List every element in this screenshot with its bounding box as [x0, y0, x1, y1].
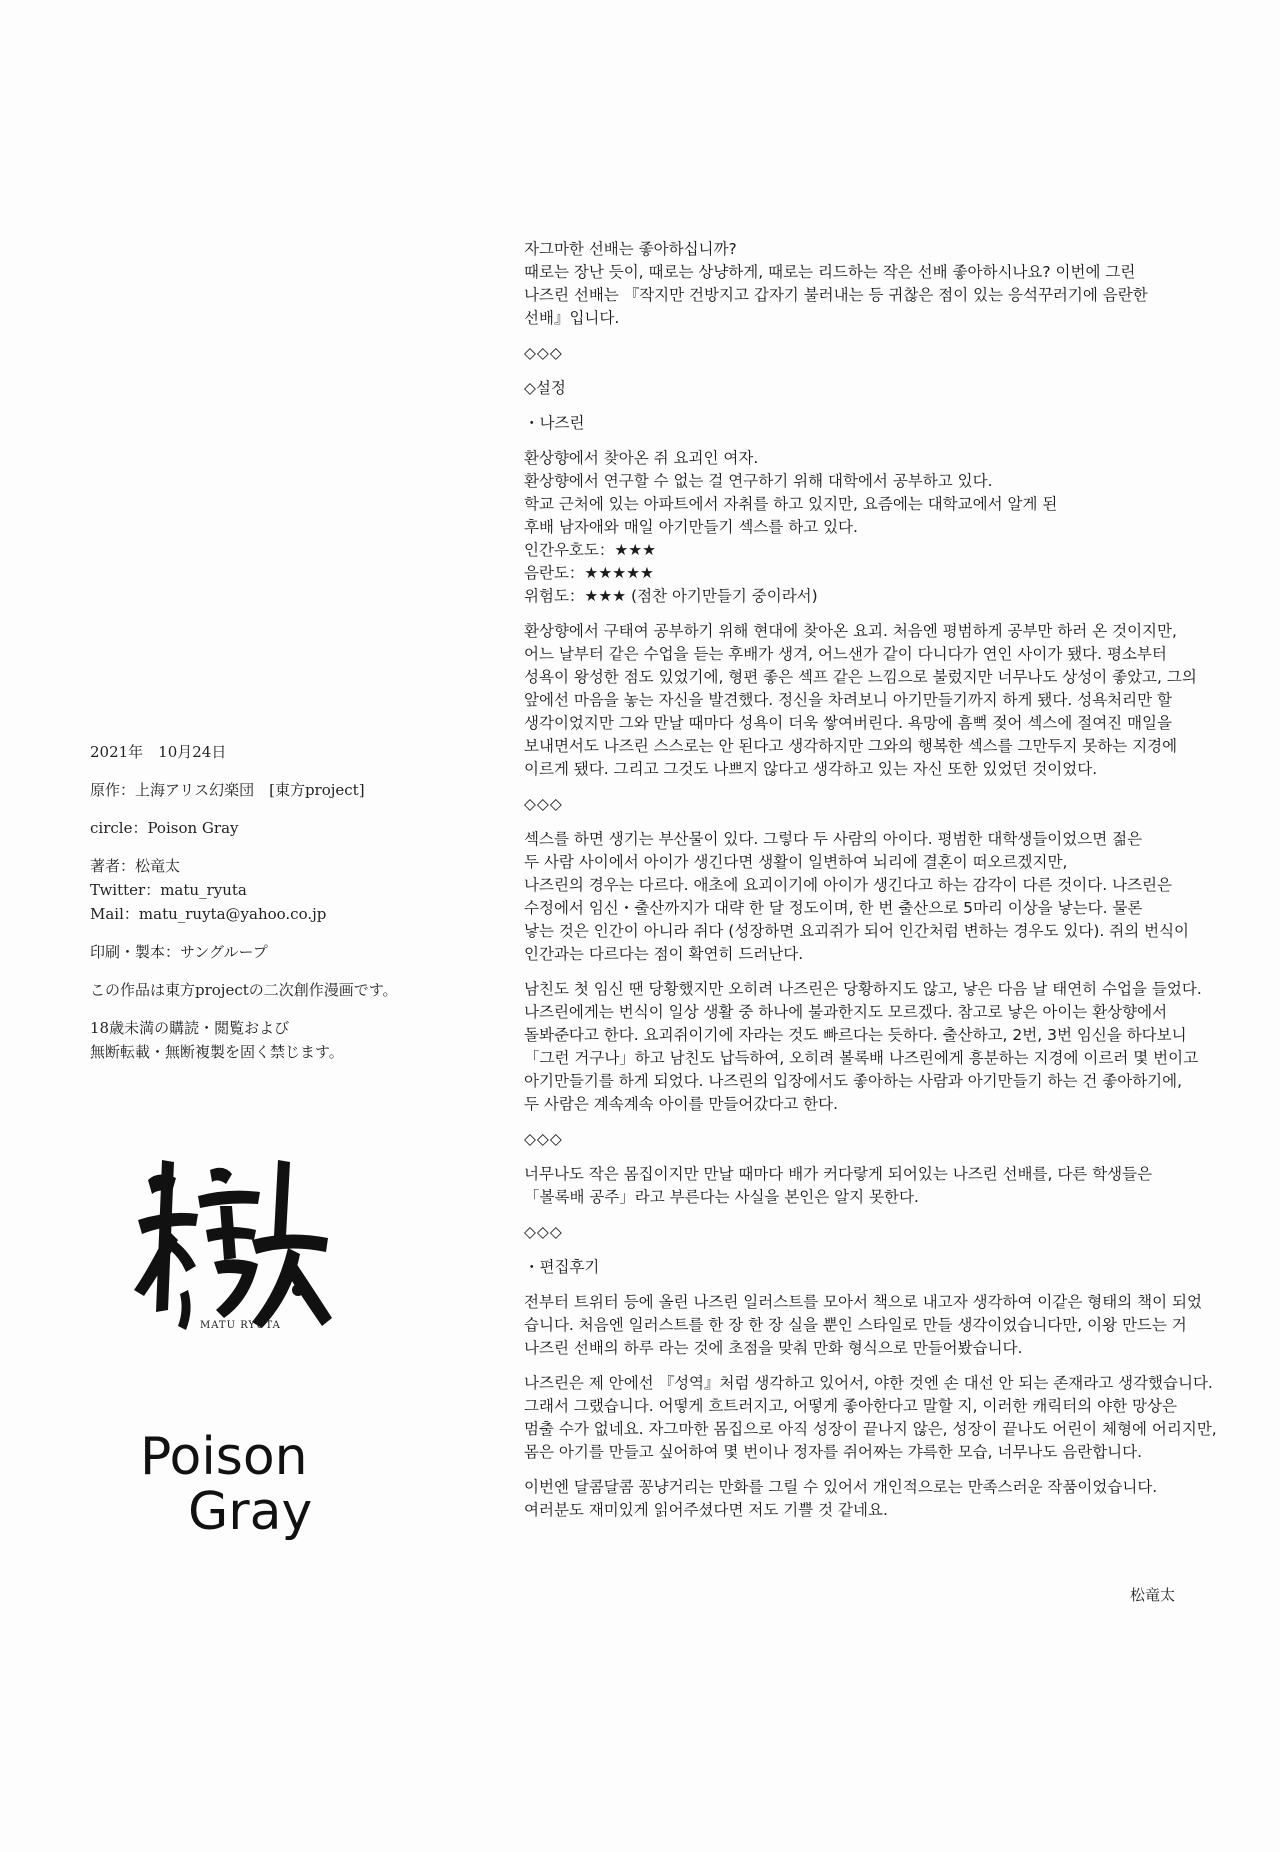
text-line: 나즈린 선배는 『작지만 건방지고 갑자기 불러내는 등 귀찮은 점이 있는 응석꾸러기에 음란한 — [524, 286, 1148, 304]
colophon-twitter: Twitter：matu_ryuta — [90, 881, 247, 899]
text-line: 어느 날부터 같은 수업을 듣는 후배가 생겨, 어느샌가 같이 다니다가 연인 사이가 됐다. 평소부터 — [524, 645, 1167, 663]
colophon-author: 著者：松竜太 — [90, 857, 181, 875]
rating-lewdness: 음란도：★★★★★ — [524, 564, 654, 582]
text-line: 나즈린은 제 안에선 『성역』처럼 생각하고 있어서, 야한 것엔 손 대선 안 되는 존재라고 생각했습니다. — [524, 1374, 1213, 1392]
rating-danger: 위험도：★★★ (점찬 아기만들기 중이라서) — [524, 587, 818, 605]
colophon-mail: Mail：matu_ruyta@yahoo.co.jp — [90, 905, 327, 923]
text-line: 섹스를 하면 생기는 부산물이 있다. 그렇다 두 사람의 아이다. 평범한 대학생들이었으면 젊은 — [524, 830, 1143, 848]
postscript-paragraph-1 — [524, 1291, 1224, 1360]
character-heading: ・나즈린 — [524, 414, 585, 432]
text-line: 남친도 첫 임신 땐 당황했지만 오히려 나즈린은 당황하지도 않고, 낳은 다음 날 태연히 수업을 들었다. — [524, 980, 1202, 998]
section-separator: ◇◇◇ — [524, 795, 563, 813]
text-line: 보내면서도 나즈린 스스로는 안 된다고 생각하지만 그와의 행복한 섹스를 그만두지 못하는 지경에 — [524, 737, 1178, 755]
colophon-warning-1: 18歳未満の購読・閲覧および — [90, 1019, 290, 1037]
birth-paragraph-1 — [524, 828, 1224, 966]
text-line: 나즈린의 경우는 다르다. 애초에 요괴이기에 아이가 생긴다고 하는 감각이 다른 것이다. 나즈린은 — [524, 876, 1173, 894]
text-line: 너무나도 작은 몸집이지만 만날 때마다 배가 커다랗게 되어있는 나즈린 선배를, 다른 학생들은 — [524, 1165, 1153, 1183]
postscript-heading: ・편집후기 — [524, 1258, 600, 1276]
text-line: 낳는 것은 인간이 아니라 쥐다 (성장하면 요괴쥐가 되어 인간처럼 변하는 경우도 있다). 쥐의 번식이 — [524, 922, 1190, 940]
text-line: 환상향에서 연구할 수 없는 걸 연구하기 위해 대학에서 공부하고 있다. — [524, 472, 993, 490]
text-line: 두 사람은 계속계속 아이를 만들어갔다고 한다. — [524, 1095, 839, 1113]
text-line: 수정에서 임신・출산까지가 대략 한 달 정도이며, 한 번 출산으로 5마리 이상을 낳는다. 물론 — [524, 899, 1143, 917]
text-line: 「볼록배 공주」라고 부른다는 사실을 본인은 알지 못한다. — [524, 1188, 919, 1206]
text-line: 아기만들기를 하게 되었다. 나즈린의 입장에서도 좋아하는 사람과 아기만들기 하는 건 좋아하기에, — [524, 1072, 1183, 1090]
text-line: 「그런 거구나」하고 남친도 납득하여, 오히려 볼록배 나즈린에게 흥분하는 지경에 이르러 몇 번이고 — [524, 1049, 1199, 1067]
nickname-paragraph — [524, 1163, 1224, 1209]
intro-paragraph — [524, 238, 1224, 330]
text-line: 인간과는 다르다는 점이 확연히 드러난다. — [524, 945, 804, 963]
text-line: 학교 근처에 있는 아파트에서 자취를 하고 있지만, 요즘에는 대학교에서 알게 된 — [524, 495, 1058, 513]
colophon — [90, 740, 490, 1078]
text-line: 자그마한 선배는 좋아하십니까? — [524, 240, 737, 258]
text-line: 멈출 수가 없네요. 자그마한 몸집으로 아직 성장이 끝나지 않은, 성장이 끝나도 어린이 체형에 어리지만, — [524, 1420, 1217, 1438]
birth-paragraph-2 — [524, 978, 1224, 1116]
settings-heading: ◇설정 — [524, 379, 566, 397]
author-signature: 松竜太 — [1130, 1586, 1176, 1604]
text-line: 두 사람 사이에서 아이가 생긴다면 생활이 일변하여 뇌리에 결혼이 떠오르겠지만, — [524, 853, 1068, 871]
story-paragraph — [524, 620, 1224, 781]
postscript-paragraph-2 — [524, 1372, 1224, 1464]
colophon-circle: circle：Poison Gray — [90, 819, 239, 837]
text-line: 이번엔 달콤달콤 꽁냥거리는 만화를 그릴 수 있어서 개인적으로는 만족스러운 작품이었습니다. — [524, 1478, 1158, 1496]
rating-friendliness: 인간우호도：★★★ — [524, 541, 657, 559]
section-separator: ◇◇◇ — [524, 1223, 563, 1241]
text-line: 전부터 트위터 등에 올린 나즈린 일러스트를 모아서 책으로 내고자 생각하여 이같은 형태의 책이 되었 — [524, 1293, 1202, 1311]
text-line: 몸은 아기를 만들고 싶어하여 몇 번이나 정자를 쥐어짜는 갸륵한 모습, 너무나도 음란합니다. — [524, 1443, 1143, 1461]
circle-name-line-1: Poison — [140, 1427, 308, 1487]
text-line: 후배 남자애와 매일 아기만들기 섹스를 하고 있다. — [524, 518, 858, 536]
text-line: 환상향에서 찾아온 쥐 요괴인 여자. — [524, 449, 759, 467]
text-line: 선배』입니다. — [524, 309, 620, 327]
afterword-article — [524, 238, 1224, 1534]
text-line: 그래서 그랬습니다. 어떻게 흐트러지고, 어떻게 좋아한다고 말할 지, 이러한 캐릭터의 야한 망상은 — [524, 1397, 1177, 1415]
colophon-original: 原作：上海アリス幻楽団 [東方project] — [90, 781, 365, 799]
text-line: 습니다. 처음엔 일러스트를 한 장 한 장 실을 뿐인 스타일로 만들 생각이었습니다만, 이왕 만드는 거 — [524, 1316, 1187, 1334]
text-line: 여러분도 재미있게 읽어주셨다면 저도 기쁠 것 같네요. — [524, 1501, 888, 1519]
colophon-date: 2021年 10月24日 — [90, 743, 227, 761]
circle-name-logo — [140, 1427, 360, 1542]
logo-caption: MATU RYUTA — [200, 1320, 281, 1331]
colophon-printing: 印刷・製本：サングループ — [90, 943, 268, 961]
text-line: 돌봐준다고 한다. 요괴쥐이기에 자라는 것도 빠르다는 듯하다. 출산하고, 2번, 3번 임신을 하다보니 — [524, 1026, 1187, 1044]
text-line: 앞에선 마음을 놓는 자신을 발견했다. 정신을 차려보니 아기만들기까지 하게 됐다. 성욕처리만 할 — [524, 691, 1173, 709]
text-line: 생각이었지만 그와 만날 때마다 성욕이 더욱 쌓여버린다. 욕망에 흠뻑 젖어 섹스에 절여진 매일을 — [524, 714, 1173, 732]
text-line: 이르게 됐다. 그리고 그것도 나쁘지 않다고 생각하고 있는 자신 또한 있었던 것이었다. — [524, 760, 1098, 778]
text-line: 나즈린 선배의 하루 라는 것에 초점을 맞춰 만화 형식으로 만들어봤습니다. — [524, 1339, 1023, 1357]
section-separator: ◇◇◇ — [524, 344, 563, 362]
postscript-paragraph-3 — [524, 1476, 1224, 1522]
section-separator: ◇◇◇ — [524, 1130, 563, 1148]
profile-paragraph — [524, 447, 1224, 608]
author-calligraphy-logo — [128, 1140, 338, 1340]
text-line: 때로는 장난 듯이, 때로는 상냥하게, 때로는 리드하는 작은 선배 좋아하시나요? 이번에 그린 — [524, 263, 1136, 281]
circle-name-line-2: Gray — [188, 1481, 313, 1542]
colophon-warning-2: 無断転載・無断複製を固く禁じます。 — [90, 1043, 344, 1061]
text-line: 환상향에서 구태여 공부하기 위해 현대에 찾아온 요괴. 처음엔 평범하게 공부만 하러 온 것이지만, — [524, 622, 1177, 640]
colophon-note: この作品は東方projectの二次創作漫画です。 — [90, 981, 398, 999]
text-line: 나즈린에게는 번식이 일상 생활 중 하나에 불과한지도 모르겠다. 참고로 낳은 아이는 환상향에서 — [524, 1003, 1168, 1021]
text-line: 성욕이 왕성한 점도 있었기에, 형편 좋은 섹프 같은 느낌으로 불렀지만 너무나도 상성이 좋았고, 그의 — [524, 668, 1197, 686]
